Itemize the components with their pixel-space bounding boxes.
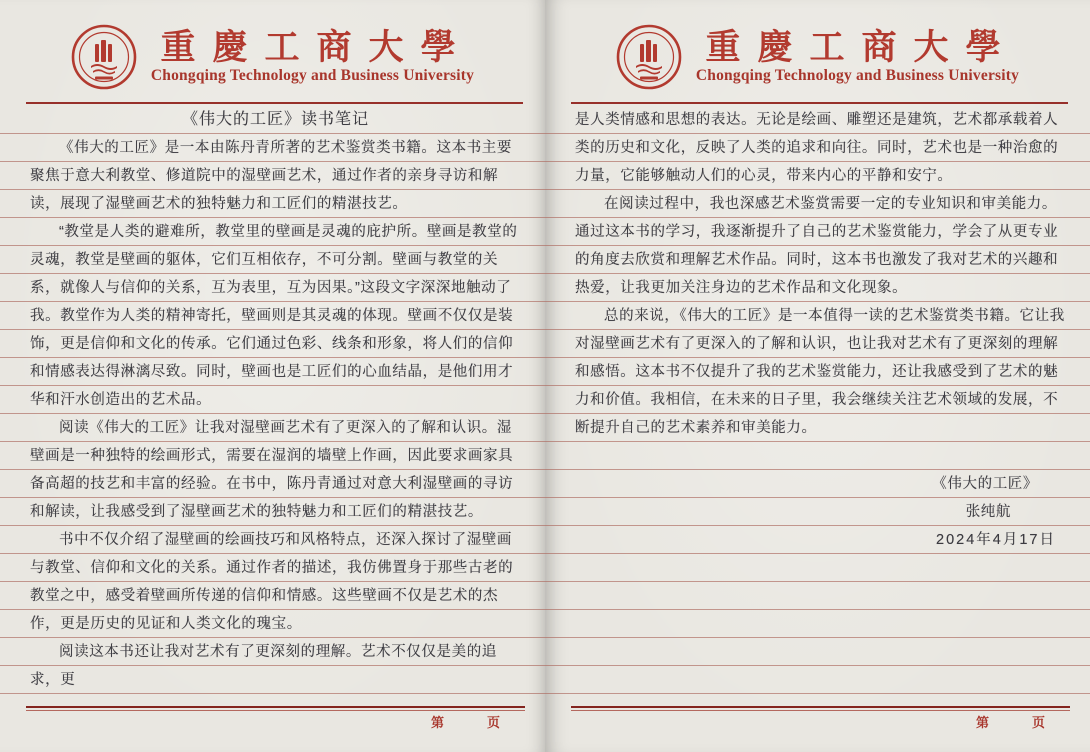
page-number-suffix: 页 bbox=[1031, 715, 1046, 730]
paragraph: 总的来说，《伟大的工匠》是一本值得一读的艺术鉴赏类书籍。它让我对湿壁画艺术有了更深入的了解和认识，也让我对艺术有了更深刻的理解和感悟。这本书不仅提升了我的艺术鉴赏能力，还让我感受到了艺术的魅力和价值。我相信，在未来的日子里，我会继续关注艺术领域的发展，不断提升自己的艺术素养和审美能力。 bbox=[575, 308, 1065, 436]
university-name-zh: 重慶工商大學 bbox=[705, 28, 1018, 67]
signature-date: 2024年4月17日 bbox=[936, 532, 1056, 548]
page1-writing-area bbox=[0, 106, 545, 706]
page2-university-titles bbox=[696, 29, 1019, 85]
page2-bottom-rule bbox=[571, 706, 1070, 711]
paragraph: 《伟大的工匠》是一本由陈丹青所著的艺术鉴赏类书籍。这本书主要聚焦于意大利教堂、修道院中的湿壁画艺术，通过作者的亲身寻访和解读，展现了湿壁画艺术的独特魅力和工匠们的精湛技艺。 bbox=[30, 140, 512, 212]
essay-title: 《伟大的工匠》读书笔记 bbox=[181, 111, 369, 128]
page-2 bbox=[545, 0, 1090, 752]
page1-page-number bbox=[431, 712, 501, 731]
university-name-en: Chongqing Technology and Business University bbox=[695, 67, 1020, 84]
paragraph: 阅读这本书还让我对艺术有了更深刻的理解。艺术不仅仅是美的追求，更 bbox=[30, 644, 497, 688]
paragraph: “教堂是人类的避难所，教堂里的壁画是灵魂的庇护所。壁画是教堂的灵魂，教堂是壁画的躯体，它们互相依存，不可分割。壁画与教堂的关系，就像人与信仰的关系，互为表里，互为因果。”这段文字深深地触动了我。教堂作为人类的精神寄托，壁画则是其灵魂的体现。壁画不仅仅是装饰，更是信仰和文化的传承。它们通过色彩、线条和形象，将人们的信仰和情感表达得淋漓尽致。同时，壁画也是工匠们的心血结晶，是他们用才华和汗水创造出的艺术品。 bbox=[30, 224, 518, 408]
signature-book-title: 《伟大的工匠》 bbox=[932, 476, 1038, 492]
university-seal-icon bbox=[616, 24, 682, 90]
university-seal-icon bbox=[71, 24, 137, 90]
page2-letterhead bbox=[545, 0, 1090, 104]
page1-bottom-rule bbox=[26, 706, 525, 711]
header-rule bbox=[571, 102, 1068, 104]
page1-university-titles bbox=[151, 29, 474, 85]
page-number-suffix: 页 bbox=[486, 715, 501, 730]
paragraph: 阅读《伟大的工匠》让我对湿壁画艺术有了更深入的了解和认识。湿壁画是一种独特的绘画形式，需要在湿润的墙壁上作画，因此要求画家具备高超的技艺和丰富的经验。在书中，陈丹青通过对意大利湿壁画的寻访和解读，让我感受到了湿壁画艺术的独特魅力和工匠们的精湛技艺。 bbox=[30, 420, 514, 520]
page1-letterhead bbox=[0, 0, 545, 104]
page1-paragraphs bbox=[30, 134, 521, 694]
page-number-prefix: 第 bbox=[975, 715, 990, 730]
paragraph: 书中不仅介绍了湿壁画的绘画技巧和风格特点，还深入探讨了湿壁画与教堂、信仰和文化的关系。通过作者的描述，我仿佛置身于那些古老的教堂之中，感受着壁画所传递的信仰和情感。这些壁画不仅是艺术的杰作，更是历史的见证和人类文化的瑰宝。 bbox=[30, 532, 514, 632]
paragraph: 在阅读过程中，我也深感艺术鉴赏需要一定的专业知识和审美能力。通过这本书的学习，我逐渐提升了自己的艺术鉴赏能力，学会了从更专业的角度去欣赏和理解艺术作品。同时，这本书也激发了我对艺术的兴趣和热爱，让我更加关注身边的艺术作品和文化现象。 bbox=[575, 196, 1059, 296]
university-name-zh: 重慶工商大學 bbox=[160, 28, 473, 67]
page2-writing-area bbox=[545, 106, 1090, 706]
header-rule bbox=[26, 102, 523, 104]
university-name-en: Chongqing Technology and Business University bbox=[150, 67, 475, 84]
paragraph: 是人类情感和思想的表达。无论是绘画、雕塑还是建筑，艺术都承载着人类的历史和文化，反映了人类的追求和向往。同时，艺术也是一种治愈的力量，它能够触动人们的心灵，带来内心的平静和安宁。 bbox=[575, 112, 1059, 184]
signature-block bbox=[575, 470, 1066, 554]
page2-page-number bbox=[976, 712, 1046, 731]
page2-paragraphs bbox=[575, 106, 1066, 442]
page-number-prefix: 第 bbox=[430, 715, 445, 730]
signature-author-name: 张纯航 bbox=[965, 504, 1011, 520]
